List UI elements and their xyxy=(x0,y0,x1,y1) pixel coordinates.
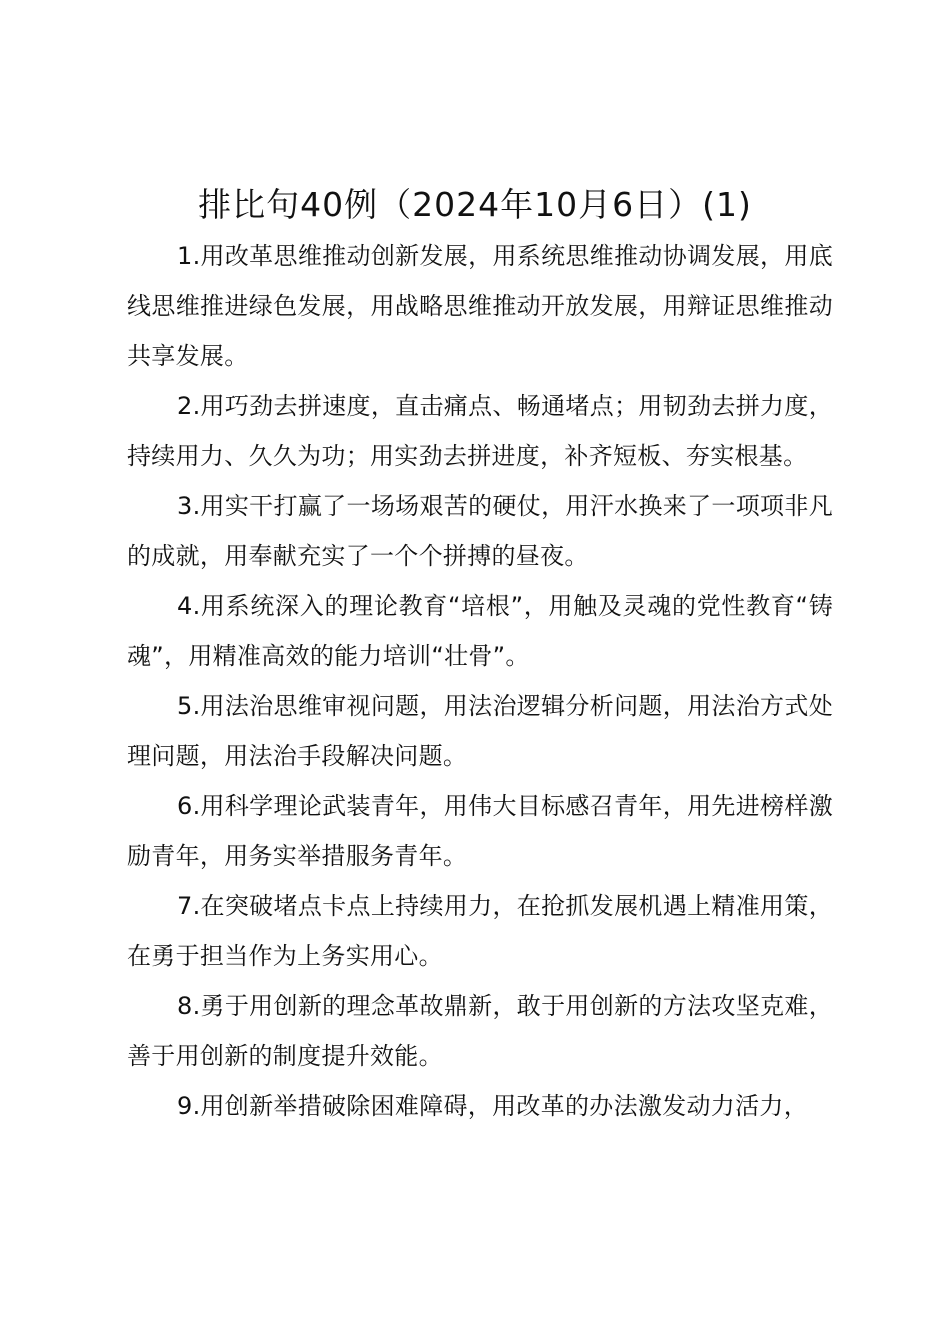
document-body xyxy=(127,231,833,1131)
paragraph-3: 3.用实干打赢了一场场艰苦的硬仗，用汗水换来了一项项非凡的成就，用奉献充实了一个个拼搏的昼夜。 xyxy=(127,492,833,570)
paragraph-1: 1.用改革思维推动创新发展，用系统思维推动协调发展，用底线思维推进绿色发展，用战略思维推动开放发展，用辩证思维推动共享发展。 xyxy=(127,242,833,370)
paragraph-2: 2.用巧劲去拼速度，直击痛点、畅通堵点；用韧劲去拼力度，持续用力、久久为功；用实劲去拼进度，补齐短板、夯实根基。 xyxy=(127,392,833,470)
paragraph-9: 9.用创新举措破除困难障碍，用改革的办法激发动力活力， xyxy=(177,1092,808,1120)
paragraph-4: 4.用系统深入的理论教育“培根”，用触及灵魂的党性教育“铸魂”，用精准高效的能力培训“壮骨”。 xyxy=(127,592,833,670)
paragraph-8: 8.勇于用创新的理念革故鼎新，敢于用创新的方法攻坚克难，善于用创新的制度提升效能。 xyxy=(127,992,833,1070)
paragraph-6: 6.用科学理论武装青年，用伟大目标感召青年，用先进榜样激励青年，用务实举措服务青年。 xyxy=(127,792,833,870)
paragraph-7: 7.在突破堵点卡点上持续用力，在抢抓发展机遇上精准用策，在勇于担当作为上务实用心。 xyxy=(127,892,833,970)
paragraph-5: 5.用法治思维审视问题，用法治逻辑分析问题，用法治方式处理问题，用法治手段解决问题。 xyxy=(127,692,833,770)
document-title: 排比句40例（2024年10月6日）(1) xyxy=(198,185,752,224)
